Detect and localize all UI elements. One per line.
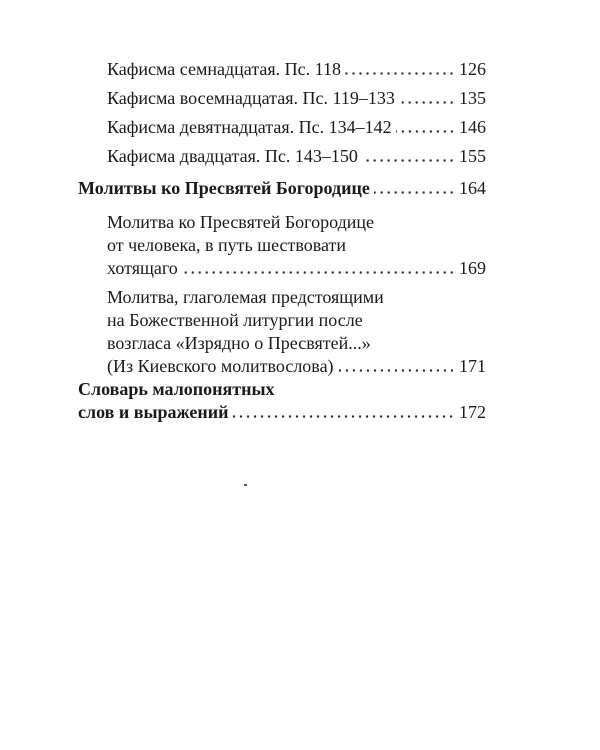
section-title: Словарь малопонятных <box>78 379 275 399</box>
toc-entry <box>107 116 486 139</box>
page-number: 169 <box>459 258 486 278</box>
entry-title: Кафисма семнадцатая. Пс. 118 <box>107 59 341 79</box>
entry-title: возгласа «Изрядно о Пресвятей...» <box>107 333 371 353</box>
toc-section <box>78 401 486 424</box>
section-title: Молитвы ко Пресвятей Богородице <box>78 178 370 198</box>
entry-line <box>107 332 486 355</box>
entry-title: Кафисма двадцатая. Пс. 143–150 <box>107 146 358 166</box>
entry-title: хотящаго <box>107 258 178 278</box>
dot-leader <box>338 369 455 372</box>
entry-title: (Из Киевского молитвослова) <box>107 356 334 376</box>
page-number: 172 <box>459 402 486 422</box>
section-title: слов и выражений <box>78 402 229 422</box>
dot-leader <box>345 72 455 75</box>
entry-line <box>107 211 486 234</box>
toc-entry <box>107 145 486 168</box>
toc-entry <box>107 257 486 280</box>
page-number: 164 <box>459 178 486 198</box>
entry-title: Кафисма девятнадцатая. Пс. 134–142 <box>107 117 392 137</box>
dot-leader <box>399 101 455 104</box>
entry-title: от человека, в путь шествовати <box>107 235 347 255</box>
entry-title: Молитва, глаголемая предстоящими <box>107 287 384 307</box>
entry-title: на Божественной литургии после <box>107 310 363 330</box>
entry-line <box>107 286 486 309</box>
entry-title: Кафисма восемнадцатая. Пс. 119–133 <box>107 88 395 108</box>
page-number: 171 <box>459 356 486 376</box>
print-speck <box>244 484 247 486</box>
dot-leader <box>374 191 455 194</box>
dot-leader <box>232 415 455 418</box>
toc-section <box>78 177 486 200</box>
section-line <box>78 378 486 401</box>
page-number: 126 <box>459 59 486 79</box>
entry-line <box>107 234 486 257</box>
entry-title: Молитва ко Пресвятей Богородице <box>107 212 375 232</box>
dot-leader <box>362 159 455 162</box>
page-number: 155 <box>459 146 486 166</box>
toc-entry <box>107 355 486 378</box>
dot-leader <box>396 130 455 133</box>
toc-entry <box>107 58 486 81</box>
toc-entry <box>107 87 486 110</box>
entry-line <box>107 309 486 332</box>
page-number: 146 <box>459 117 486 137</box>
dot-leader <box>182 271 455 274</box>
page-number: 135 <box>459 88 486 108</box>
